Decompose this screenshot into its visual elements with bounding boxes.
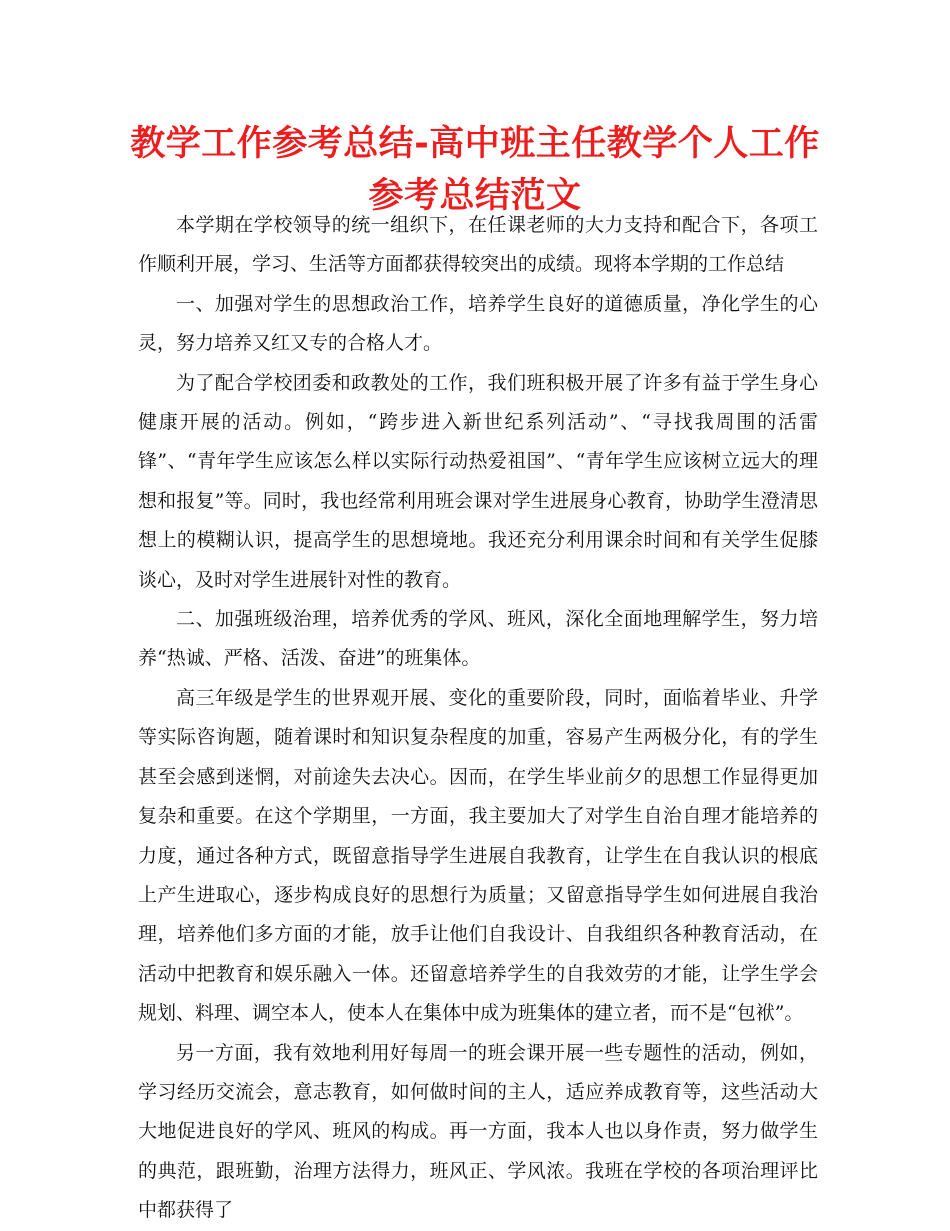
document-title: 教学工作参考总结-高中班主任教学个人工作参考总结范文 <box>130 124 820 216</box>
paragraph-intro: 本学期在学校领导的统一组织下，在任课老师的大力支持和配合下，各项工作顺利开展，学习、生活等方面都获得较突出的成绩。现将本学期的工作总结 <box>138 214 818 276</box>
paragraph-section-1-heading: 一、加强对学生的思想政治工作，培养学生良好的道德质量，净化学生的心灵，努力培养又红又专的合格人才。 <box>138 292 818 355</box>
paragraph-section-2-continued: 另一方面，我有效地利用好每周一的班会课开展一些专题性的活动，例如，学习经历交流会，意志教育，如何做时间的主人，适应养成教育等，这些活动大大地促进良好的学风、班风的构成。再一方面，我本人也以身作责，努力做学生的典范，跟班勤，治理方法得力，班风正、学风浓。我班在学校的各项治理评比中都获得了 <box>138 1041 818 1222</box>
paragraph-section-1-body: 为了配合学校团委和政教处的工作，我们班积极开展了许多有益于学生身心健康开展的活动。例如，“跨步进入新世纪系列活动”、“寻找我周围的活雷锋”、“青年学生应该怎么样以实际行动热爱祖国”、“青年学生应该树立远大的理想和报复”等。同时，我也经常利用班会课对学生进展身心教育，协助学生澄清思想上的模糊认识，提高学生的思想境地。我还充分利用课余时间和有关学生促膝谈心，及时对学生进展针对性的教育。 <box>138 371 818 591</box>
paragraph-section-2-body: 高三年级是学生的世界观开展、变化的重要阶段，同时，面临着毕业、升学等实际咨询题，随着课时和知识复杂程度的加重，容易产生两极分化，有的学生甚至会感到迷惘，对前途失去决心。因而，在学生毕业前夕的思想工作显得更加复杂和重要。在这个学期里，一方面，我主要加大了对学生自治自理才能培养的力度，通过各种方式，既留意指导学生进展自我教育，让学生在自我认识的根底上产生进取心，逐步构成良好的思想行为质量；又留意指导学生如何进展自我治理，培养他们多方面的才能，放手让他们自我设计、自我组织各种教育活动，在活动中把教育和娱乐融入一体。还留意培养学生的自我效劳的才能，让学生学会规划、料理、调空本人，使本人在集体中成为班集体的建立者，而不是“包袱”。 <box>138 686 818 1025</box>
paragraph-section-2-heading: 二、加强班级治理，培养优秀的学风、班风，深化全面地理解学生，努力培养“热诚、严格、活泼、奋进”的班集体。 <box>138 608 818 670</box>
document-body <box>138 206 818 1231</box>
